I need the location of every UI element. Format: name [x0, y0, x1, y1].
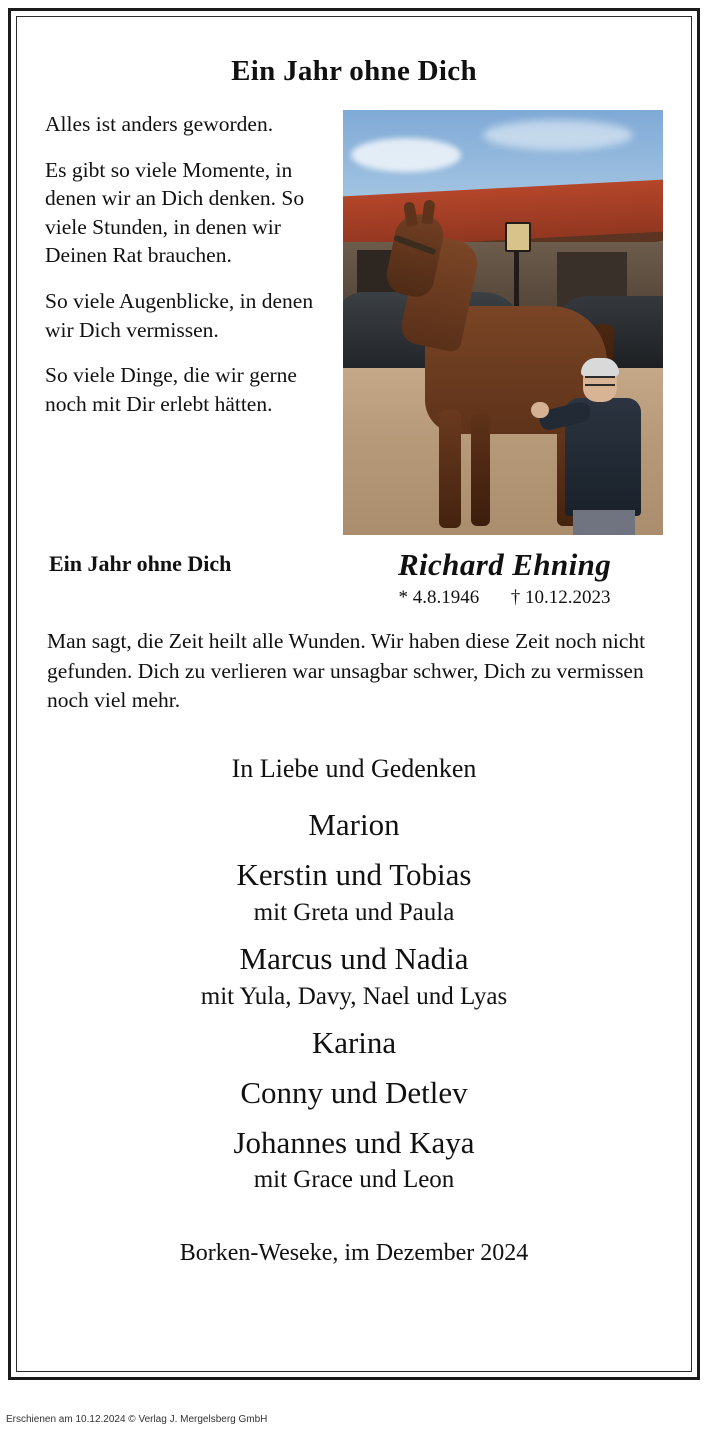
photo-horse-leg — [471, 414, 490, 526]
birth-date: * 4.8.1946 — [398, 587, 480, 608]
family-member: Marcus und Nadia — [239, 940, 469, 976]
poem-paragraph-4: So viele Dinge, die wir gerne noch mit Dir erlebt hätten. — [45, 363, 297, 416]
photo-man-hair — [581, 358, 619, 376]
photo-cloud — [351, 138, 461, 172]
card-headline: Ein Jahr ohne Dich — [231, 55, 477, 87]
family-member: Marion — [308, 806, 400, 842]
poem-text — [45, 110, 329, 435]
poem-paragraph-3: So viele Augenblicke, in denen wir Dich vermissen. — [45, 288, 314, 342]
place-and-date: Borken-Weseke, im Dezember 2024 — [179, 1239, 529, 1266]
name-section — [45, 539, 663, 609]
photo-man-glasses — [585, 376, 615, 386]
family-children: mit Grace und Leon — [253, 1166, 455, 1194]
family-member: Johannes und Kaya — [233, 1124, 475, 1160]
family-children: mit Greta und Paula — [253, 898, 455, 926]
poem-paragraph-2: Es gibt so viele Momente, in denen wir an Dich denken. So viele Stunden, in denen wir Deinen Rat brauchen. — [45, 157, 305, 268]
photo-horse-leg — [439, 410, 461, 528]
family-member: Kerstin und Tobias — [236, 856, 472, 892]
memorial-card — [8, 8, 700, 1380]
photo-man-hand — [531, 402, 549, 418]
publication-footer: Erschienen am 10.12.2024 © Verlag J. Mergelsberg GmbH — [6, 1414, 268, 1425]
family-member: Karina — [311, 1024, 397, 1060]
poem-paragraph-1: Alles ist anders geworden. — [45, 112, 274, 136]
life-dates — [346, 587, 663, 609]
deceased-name: Richard Ehning — [397, 547, 612, 582]
in-liebe-heading: In Liebe und Gedenken — [231, 753, 477, 783]
photo-cloud — [483, 120, 633, 150]
photo-lamp-head — [505, 222, 531, 252]
card-inner-border — [16, 16, 692, 1372]
family-member: Conny und Detlev — [240, 1074, 468, 1110]
memorial-verse: Man sagt, die Zeit heilt alle Wunden. Wir haben diese Zeit noch nicht gefunden. Dich zu verlieren war unsagbar schwer, Dich zu vermissen noch viel mehr. — [47, 629, 646, 713]
family-children: mit Yula, Davy, Nael und Lyas — [200, 982, 508, 1010]
deceased-name-block — [346, 547, 663, 609]
photo-man-legs — [573, 510, 635, 535]
top-section — [45, 110, 663, 535]
death-date: † 10.12.2023 — [510, 587, 611, 608]
card-subheading: Ein Jahr ohne Dich — [49, 551, 232, 576]
family-list — [45, 806, 663, 1196]
memorial-photo — [343, 110, 663, 535]
